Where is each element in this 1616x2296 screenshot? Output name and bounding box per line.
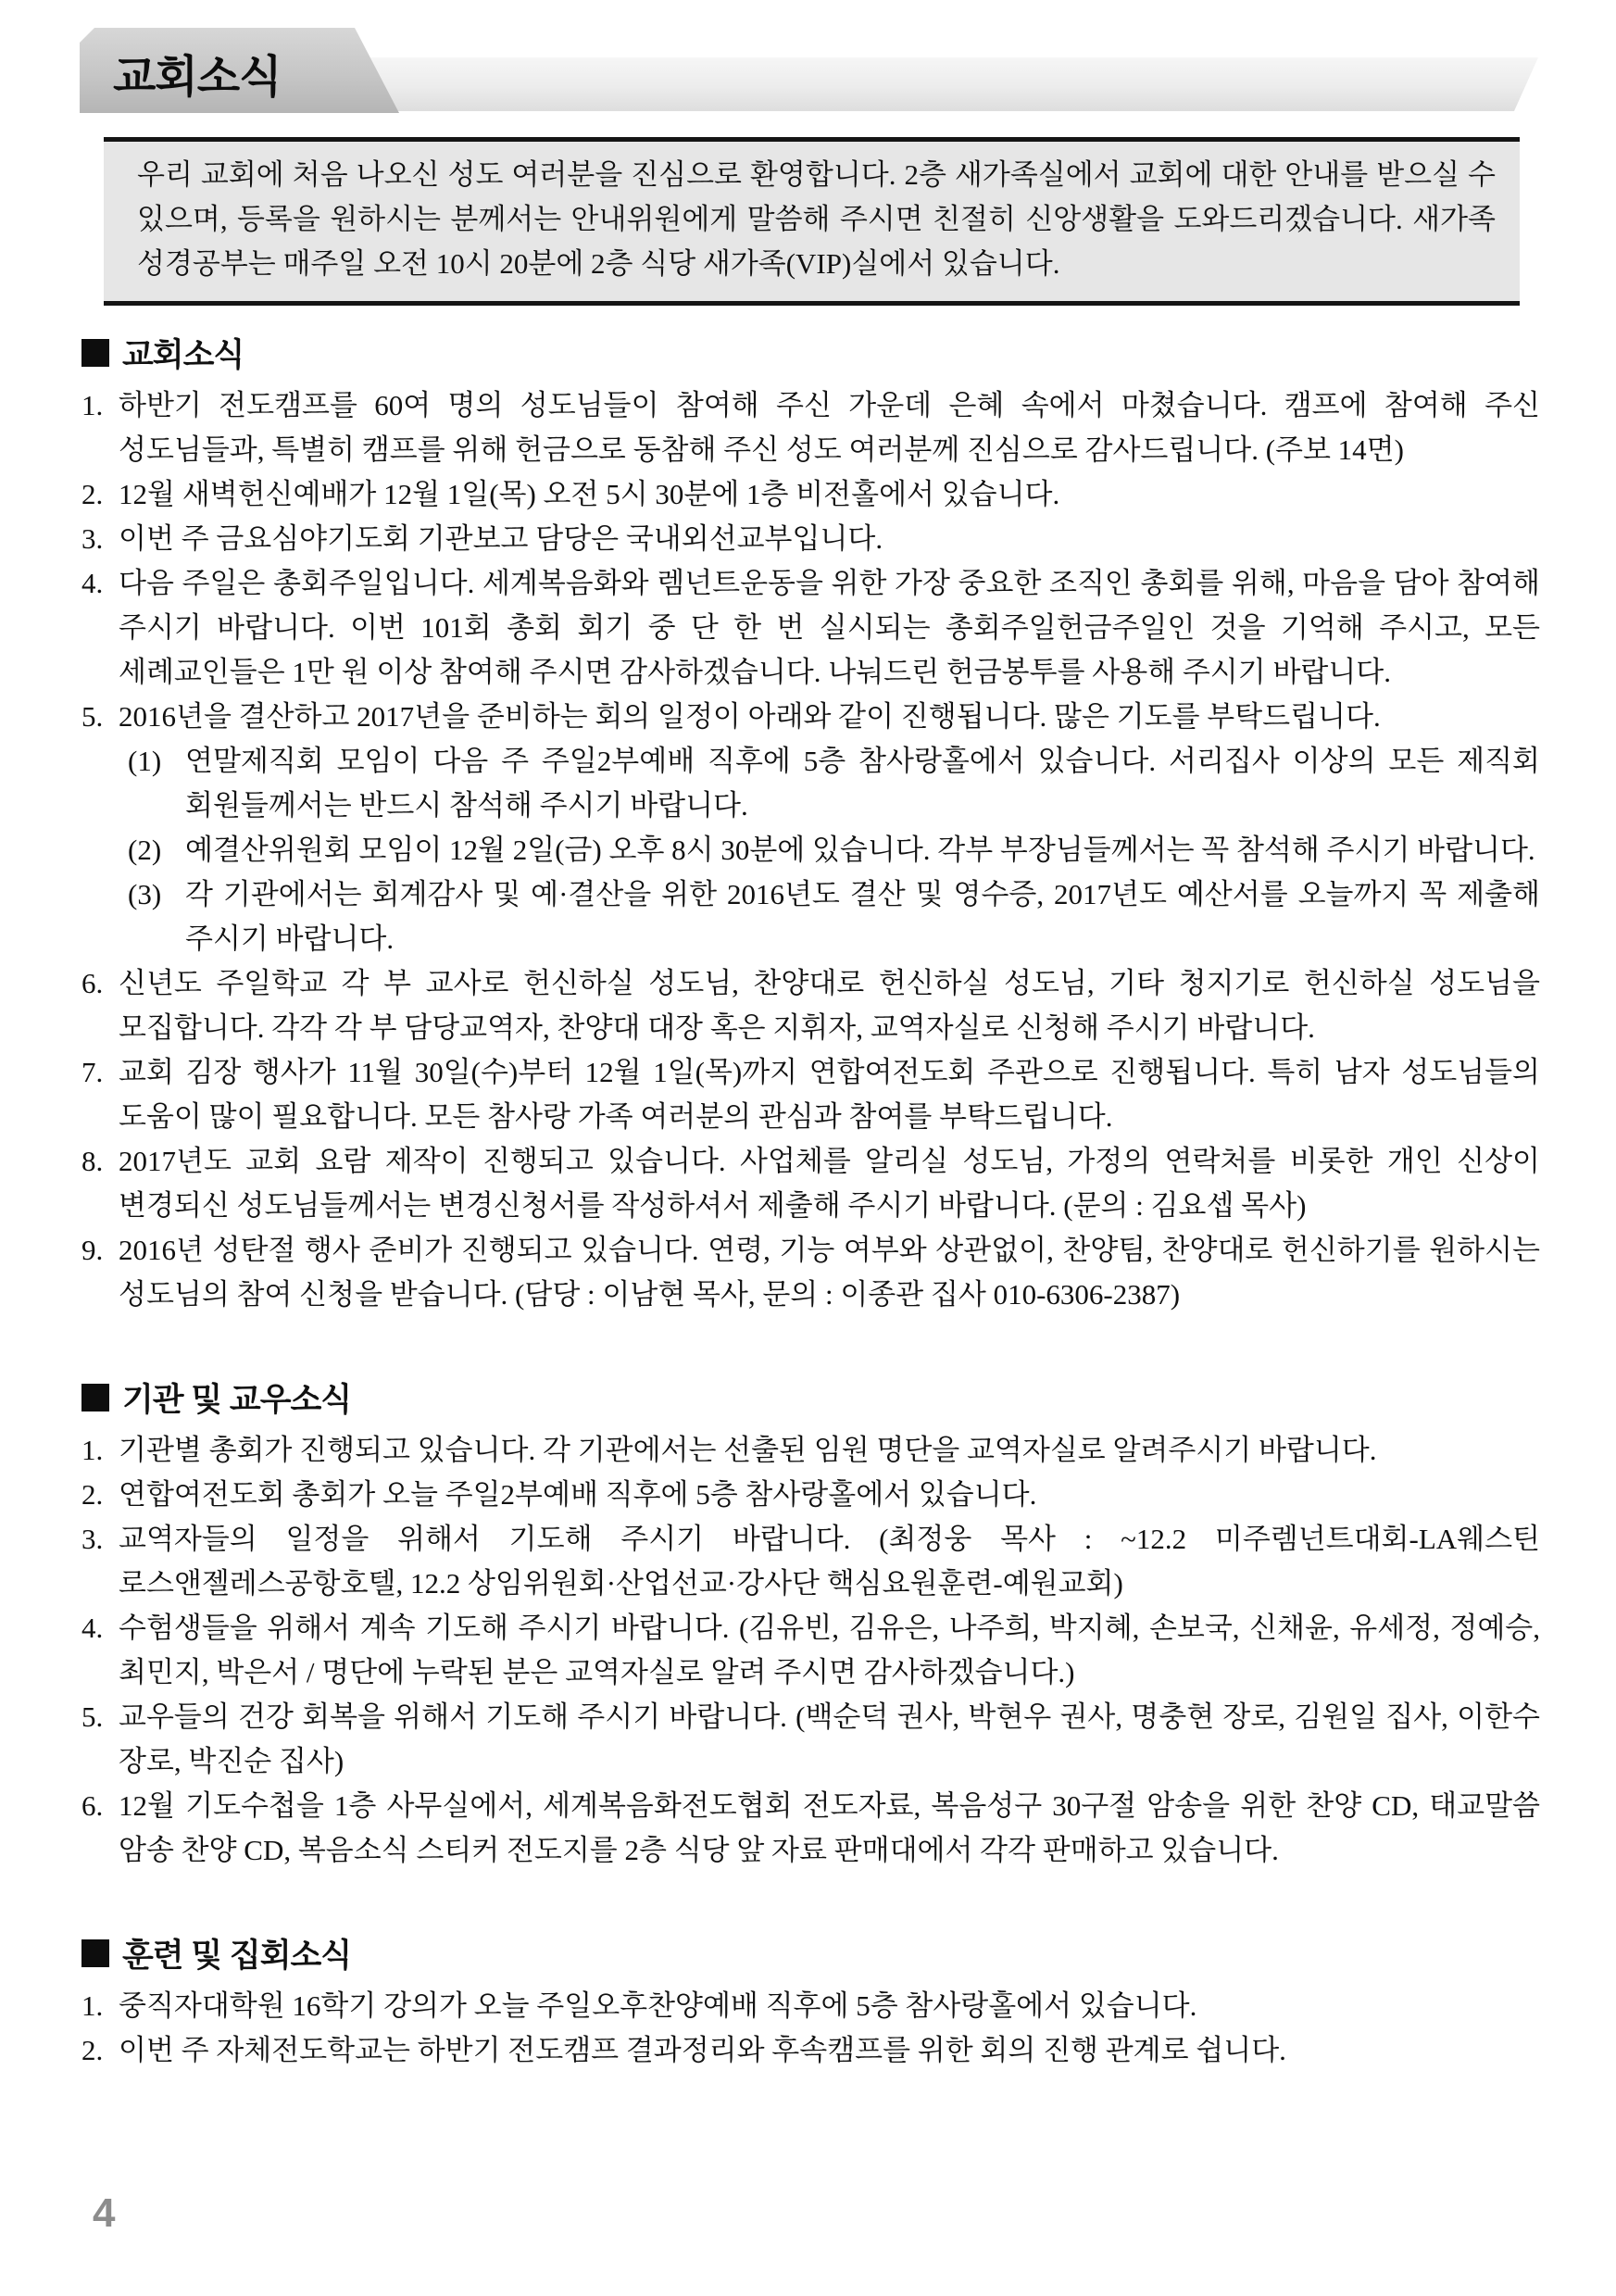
item-number: 1. bbox=[81, 1989, 104, 2022]
item-number: 1. bbox=[81, 1434, 104, 1466]
square-bullet-icon bbox=[81, 339, 109, 367]
subitem-number: (1) bbox=[128, 745, 162, 777]
news-item bbox=[81, 1473, 1544, 1517]
item-number: 8. bbox=[81, 1145, 104, 1177]
item-text: 이번 주 금요심야기도회 기관보고 담당은 국내외선교부입니다. bbox=[119, 522, 883, 555]
item-text: 12월 새벽헌신예배가 12월 1일(목) 오전 5시 30분에 1층 비전홀에서 있습니다. bbox=[119, 478, 1060, 510]
news-item bbox=[81, 1428, 1544, 1473]
item-text: 기관별 총회가 진행되고 있습니다. 각 기관에서는 선출된 임원 명단을 교역자실로 알려주시기 바랍니다. bbox=[119, 1434, 1377, 1466]
item-number: 6. bbox=[81, 967, 104, 999]
news-item bbox=[81, 1517, 1544, 1606]
section-heading bbox=[81, 1930, 1544, 1976]
item-text: 교역자들의 일정을 위해서 기도해 주시기 바랍니다. (최정웅 목사 : ~12.2 미주렘넌트대회-LA웨스틴 로스앤젤레스공항호텔, 12.2 상임위원회·산업선교·강사단 핵심요원훈련-예원교회) bbox=[119, 1523, 1540, 1600]
item-number: 3. bbox=[81, 522, 104, 555]
item-number: 3. bbox=[81, 1523, 104, 1555]
news-item bbox=[81, 1050, 1544, 1139]
item-number: 2. bbox=[81, 478, 104, 510]
page-title: 교회소식 bbox=[113, 53, 282, 102]
news-content bbox=[81, 330, 1544, 2073]
section-heading bbox=[81, 330, 1544, 376]
item-number: 6. bbox=[81, 1789, 104, 1822]
item-number: 5. bbox=[81, 700, 104, 733]
item-number: 4. bbox=[81, 567, 104, 599]
subitem-number: (3) bbox=[128, 878, 162, 910]
subitem-text: 각 기관에서는 회계감사 및 예·결산을 위한 2016년도 결산 및 영수증, 2017년도 예산서를 오늘까지 꼭 제출해 주시기 바랍니다. bbox=[185, 878, 1540, 955]
news-subitem bbox=[128, 739, 1544, 828]
item-text: 2016년 성탄절 행사 준비가 진행되고 있습니다. 연령, 기능 여부와 상관없이, 찬양팀, 찬양대로 헌신하기를 원하시는 성도님의 참여 신청을 받습니다. (담당 : 이남현 목사, 문의 : 이종관 집사 010-6306-2387) bbox=[119, 1234, 1540, 1311]
news-item bbox=[81, 961, 1544, 1050]
news-item bbox=[81, 383, 1544, 472]
item-text: 신년도 주일학교 각 부 교사로 헌신하실 성도님, 찬양대로 헌신하실 성도님, 기타 청지기로 헌신하실 성도님을 모집합니다. 각각 각 부 담당교역자, 찬양대 대장 혹은 지휘자, 교역자실로 신청해 주시기 바랍니다. bbox=[119, 967, 1540, 1044]
news-section bbox=[81, 1930, 1544, 2073]
item-text: 다음 주일은 총회주일입니다. 세계복음화와 렘넌트운동을 위한 가장 중요한 조직인 총회를 위해, 마음을 담아 참여해 주시기 바랍니다. 이번 101회 총회 회기 중 단 한 번 실시되는 총회주일헌금주일인 것을 기억해 주시고, 모든 세례교인들은 1만 원 이상 참여해 주시면 감사하겠습니다. 나눠드린 헌금봉투를 사용해 주시기 바랍니다. bbox=[119, 567, 1540, 688]
square-bullet-icon bbox=[81, 1384, 109, 1411]
page-header-banner bbox=[80, 28, 1538, 117]
item-text: 중직자대학원 16학기 강의가 오늘 주일오후찬양예배 직후에 5층 참사랑홀에서 있습니다. bbox=[119, 1989, 1197, 2022]
news-subitem bbox=[128, 872, 1544, 961]
welcome-notice-box: 우리 교회에 처음 나오신 성도 여러분을 진심으로 환영합니다. 2층 새가족실에서 교회에 대한 안내를 받으실 수 있으며, 등록을 원하시는 분께서는 안내위원에게 말씀해 주시면 친절히 신앙생활을 도와드리겠습니다. 새가족 성경공부는 매주일 오전 10시 20분에 2층 식당 새가족(VIP)실에서 있습니다. bbox=[104, 137, 1520, 306]
subitem-text: 연말제직회 모임이 다음 주 주일2부예배 직후에 5층 참사랑홀에서 있습니다. 서리집사 이상의 모든 제직회 회원들께서는 반드시 참석해 주시기 바랍니다. bbox=[185, 745, 1540, 822]
news-item bbox=[81, 1139, 1544, 1228]
news-item bbox=[81, 1606, 1544, 1695]
news-item bbox=[81, 1984, 1544, 2028]
item-number: 7. bbox=[81, 1056, 104, 1088]
news-section bbox=[81, 330, 1544, 1317]
item-text: 교회 김장 행사가 11월 30일(수)부터 12월 1일(목)까지 연합여전도회 주관으로 진행됩니다. 특히 남자 성도님들의 도움이 많이 필요합니다. 모든 참사랑 가족 여러분의 관심과 참여를 부탁드립니다. bbox=[119, 1056, 1540, 1133]
news-item bbox=[81, 695, 1544, 739]
subitem-text: 예결산위원회 모임이 12월 2일(금) 오후 8시 30분에 있습니다. 각부 부장님들께서는 꼭 참석해 주시기 바랍니다. bbox=[185, 834, 1535, 866]
news-item bbox=[81, 472, 1544, 517]
news-item bbox=[81, 2028, 1544, 2073]
news-item bbox=[81, 517, 1544, 561]
item-number: 2. bbox=[81, 2034, 104, 2066]
item-text: 수험생들을 위해서 계속 기도해 주시기 바랍니다. (김유빈, 김유은, 나주희, 박지혜, 손보국, 신채윤, 유세정, 정예승, 최민지, 박은서 / 명단에 누락된 분은 교역자실로 알려 주시면 감사하겠습니다.) bbox=[119, 1612, 1540, 1688]
news-item bbox=[81, 1784, 1544, 1873]
item-text: 12월 기도수첩을 1층 사무실에서, 세계복음화전도협회 전도자료, 복음성구 30구절 암송을 위한 찬양 CD, 태교말씀 암송 찬양 CD, 복음소식 스티커 전도지를 2층 식당 앞 자료 판매대에서 각각 판매하고 있습니다. bbox=[119, 1789, 1540, 1866]
section-title: 기관 및 교우소식 bbox=[122, 1382, 352, 1418]
subitem-number: (2) bbox=[128, 834, 162, 866]
item-text: 하반기 전도캠프를 60여 명의 성도님들이 참여해 주신 가운데 은혜 속에서 마쳤습니다. 캠프에 참여해 주신 성도님들과, 특별히 캠프를 위해 헌금으로 동참해 주신 성도 여러분께 진심으로 감사드립니다. (주보 14면) bbox=[119, 389, 1540, 466]
item-text: 교우들의 건강 회복을 위해서 기도해 주시기 바랍니다. (백순덕 권사, 박현우 권사, 명충현 장로, 김원일 집사, 이한수 장로, 박진순 집사) bbox=[119, 1700, 1540, 1777]
item-text: 2016년을 결산하고 2017년을 준비하는 회의 일정이 아래와 같이 진행됩니다. 많은 기도를 부탁드립니다. bbox=[119, 700, 1381, 733]
item-text: 2017년도 교회 요람 제작이 진행되고 있습니다. 사업체를 알리실 성도님, 가정의 연락처를 비롯한 개인 신상이 변경되신 성도님들께서는 변경신청서를 작성하셔서 제출해 주시기 바랍니다. (문의 : 김요셉 목사) bbox=[119, 1145, 1540, 1222]
section-title: 교회소식 bbox=[122, 337, 244, 373]
item-text: 연합여전도회 총회가 오늘 주일2부예배 직후에 5층 참사랑홀에서 있습니다. bbox=[119, 1478, 1037, 1511]
news-item bbox=[81, 561, 1544, 695]
square-bullet-icon bbox=[81, 1939, 109, 1967]
item-number: 9. bbox=[81, 1234, 104, 1266]
news-item bbox=[81, 1695, 1544, 1784]
item-text: 이번 주 자체전도학교는 하반기 전도캠프 결과정리와 후속캠프를 위한 회의 진행 관계로 쉽니다. bbox=[119, 2034, 1286, 2066]
item-number: 4. bbox=[81, 1612, 104, 1644]
item-number: 2. bbox=[81, 1478, 104, 1511]
news-item bbox=[81, 1228, 1544, 1317]
section-heading bbox=[81, 1374, 1544, 1421]
news-section bbox=[81, 1374, 1544, 1873]
item-number: 1. bbox=[81, 389, 104, 421]
item-number: 5. bbox=[81, 1700, 104, 1733]
section-title: 훈련 및 집회소식 bbox=[122, 1938, 352, 1974]
news-subitem bbox=[128, 828, 1544, 872]
page-number: 4 bbox=[93, 2190, 116, 2236]
